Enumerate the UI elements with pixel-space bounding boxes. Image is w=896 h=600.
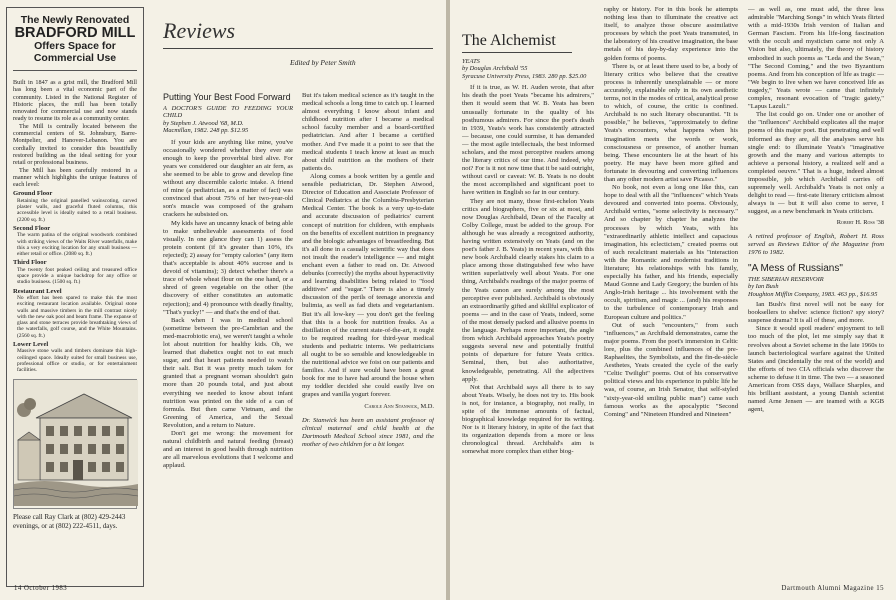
ad-feature-title: Second Floor xyxy=(13,224,51,232)
left-page xyxy=(0,0,446,600)
review-paragraph: raphy or history. For in this book he attempts nothing less than to illuminate the creative act itself, to analyze those obscure assimilative processes by which the poet Yeats transmuted, in the laboratory of his creative imagination, the base metals of his day-by-day experience into the golden forms of poems. xyxy=(604,6,738,62)
ad-headline-1: The Newly Renovated xyxy=(20,14,130,26)
page-footer-right: Dartmouth Alumni Magazine 15 xyxy=(781,585,884,592)
review-author: by Douglas Archibald '55 xyxy=(462,65,528,73)
review-paragraph: Not that Archibald says all there is to say about Yeats. Wisely, he does not try to. His book is not, for instance, a biography, not really, in spite of the immense amounts of factual, biographical knowledge required for its writing. Nor is it literary history, in spite of the fact that its organization depends from a more or less chronological thread. Archibald's aim is somewhat more complex than either biog- xyxy=(462,383,594,456)
reviewer-bio: Dr. Stanwick has been an assistant professor of clinical maternal and child health at the Dartmouth Medical School since 1981, and the mother of two children for a bit longer. xyxy=(302,416,434,448)
review-publisher: Macmillan, 1982. 248 pp. $12.95 xyxy=(163,127,249,135)
review-column-3 xyxy=(748,6,884,584)
review-column-1 xyxy=(163,92,293,582)
review-column-2 xyxy=(604,6,738,586)
review-paragraph: Ian Bush's first novel will not be easy for booksellers to shelve: science fiction? spy story? suspense drama? It is all of these, and more. xyxy=(748,301,884,325)
page-footer-left: 14 October 1983 xyxy=(14,585,68,592)
ad-feature-desc: The twenty foot peaked ceiling and treasured office space provide a unique backdrop for any office or studio business. (1500 sq. ft.) xyxy=(17,266,137,286)
mill-drawing xyxy=(14,380,138,506)
ad-feature-title: Restaurant Level xyxy=(13,287,62,295)
ad-feature-list xyxy=(13,190,137,373)
review-publisher: Syracuse University Press, 1983. 280 pp. $25.00 xyxy=(462,72,587,80)
ad-feature-title: Lower Level xyxy=(13,340,49,348)
review-paragraph: But it's taken medical science as it's taught in the medical schools a long time to catch up. I learned almost everything I know about infant and childhood nutrition after I became a medical school faculty member and a board-certified pediatrician. And after I became a certified mother. And I've made it a point to see that the medical students I teach know at least as much about child nutrition as the mothers of their patients do. xyxy=(302,92,434,172)
review-paragraph: Don't get me wrong: the movement for natural childbirth and natural feeding (breast) and an interest in good health through nutrition are all marvelous evolutions that I welcome and applaud. xyxy=(163,430,293,470)
section-rule xyxy=(163,48,433,49)
ad-feature-desc: No effort has been spared to make this the most exciting restaurant location available. Original stone walls and massive timbers in the mill contrast nicely with the new oak pool and beam frame. The expanse of glass and stone terraces provide breathtaking views of the waterfalls, golf course, and the White Mountains. (2560 sq. ft.) xyxy=(17,294,137,339)
review-author: by Stephen J. Atwood '68, M.D. xyxy=(163,119,244,127)
ad-feature-desc: The warm patina of the original woodwork combined with striking views of the Waits River waterfalls, make this a very exciting location for any small business — either retail or office. (2080 sq. ft.) xyxy=(17,232,137,258)
review-title: Putting Your Best Food Forward xyxy=(163,92,291,102)
review-paragraph: No book, not even a long one like this, can hope to deal with all the "influences" which Yeats devoured and converted into poems. Obviously, Archibald writes, "some selectivity is necessary." And so chapter by chapter he analyzes the processes by which Yeats, with his "extraordinarily athletic intellect and capacious imagination, his eclecticism," created poems out of such recalcitrant materials as his "interaction with the Romantic and modernist traditions in literature; his relationships with his family, especially his father, and his friends, especially Maud Gonne and Lady Gregory; the burden of his Anglo-Irish heritage ... his involvement with the occult, spiritism, and magic ... (and) his responses to the turbulence of contemporary Irish and European culture and politics." xyxy=(604,184,738,321)
ad-divider xyxy=(13,70,137,71)
ad-paragraph: Built in 1847 as a grist mill, the Bradford Mill has long been a vital economic part of the community. Listed in the National Register of Historic places, the mill has been totally renovated for commercial use and now stands ready to resume its role as a community center. xyxy=(13,79,137,123)
review-column-1 xyxy=(462,58,594,586)
review-paragraph: My kids have an uncanny knack of being able to make unbelievable assessments of food visually. In one glance they can 1) assess the protein content (if it's greater than 10%, it's rejected); 2) assay for "empty calories" (any item that's acceptable is about 40% sucrose and is devoid of vitamins); 3) detect whether there's a trace of whole wheat flour on the one hand, or a shred of green vegetable on the other (the discovery of either constitutes an automatic rejection); and 4) pronounce with deadly finality, "That's yucky!" — and that's the end of that. xyxy=(163,219,293,316)
review-publisher: Houghton Mifflin Company, 1983. 463 pp., $16.95 xyxy=(748,290,878,298)
review-book-title: THE SIBERIAN RESERVOIR xyxy=(748,275,824,283)
ad-headline-2: BRADFORD MILL xyxy=(14,25,136,41)
review-paragraph: Back when I was in medical school (sometime between the pre-Cambrian and the med-macrobiotic era), we weren't taught a whole lot about nutrition for healthy kids. Oh, we learned that diabetics ought not to eat much sugar, and that heart patients needed to watch their salt. But it was pretty much taken for granted that a pregnant woman shouldn't gain more than 20 pounds total, and just about everything we needed to know about infant nutrition was printed on the side of a can of formula. But then came Vietnam, and the Greening of America, and the Sexual Revolution, and a return to Nature. xyxy=(163,316,293,429)
review-author: by Ian Bush xyxy=(748,283,779,291)
ad-feature-title: Third Floor xyxy=(13,259,47,267)
edited-by: Edited by Peter Smith xyxy=(290,58,356,67)
review-paragraph: — as well as, one must add, the three less admirable "Marching Songs" in which Yeats flirted with a mid-1930s Irish version of Italian and German Fascism. From his life-long fascination with the occult and mysticism came not only A Vision but also, ultimately, the theory of history embodied in such poems as "Leda and the Swan," "The Second Coming," and the two Byzantium poems. And from his conception of life as tragic — "We begin to live when we have conceived life as tragedy," Yeats wrote — came that infinitely complex, resonant evocation of "tragic gaiety," "Lapus Lazuli." xyxy=(748,6,884,111)
bradford-mill-ad xyxy=(6,7,144,587)
ad-headline-3: Offers Space for Commercial Use xyxy=(33,40,117,64)
review-paragraph: There is, or at least there used to be, a body of literary critics who believe that the creative process is inherently unexplainable — or more accurately, explainable only in its own aesthetic terms, not in the modes of critical, analytical prose to which, of course, the critic is confined. Archibald is no such literary obscurantist. "It is possible," he believes, "approximately to define Yeats's encounters, what happens when his imagination meets the words or work, consciousness or presence, of another human being. These encounters lie at the heart of his poetry. He may have been more gifted and fortunate in devouring and converting influences than any other modern artist save Picasso." xyxy=(604,62,738,183)
review-paragraph: If it is true, as W. H. Auden wrote, that after his death the poet Yeats "became his admirers," then it would seem that W. B. Yeats has been unusually fortunate in the quality of his posthumous admirers. For since the poet's death in 1939, Yeats's work has consistently attracted — because, one could surmise, it has demanded — the most agile intellectuals, the best informed scholars, and the most perceptive readers among the literary critics of our time. And indeed, why not? For is it not now time that it be said outright, without cavil or caveat: W. B. Yeats is no doubt the most accomplished and significant poet to have written in English so far in our century. xyxy=(462,84,594,197)
title-rule xyxy=(462,52,572,53)
ad-paragraph: The Mill has been carefully restored in a manner which highlights the unique features of each level: xyxy=(13,166,137,189)
review-signature: Robert H. Ross '38 xyxy=(836,219,884,227)
mill-illustration xyxy=(13,379,137,509)
review-title: The Alchemist xyxy=(462,32,556,49)
review-paragraph: Since it would spoil readers' enjoyment to tell too much of the plot, let me simply say that it revolves about a Soviet scheme in the late 1960s to launch bacteriological warfare against the United States and (incidentally the rest of the world) and the efforts of two CIA officials who discover the scheme to defuse it in time. The two — a seasoned American from OSS days, Wallace Sharples, and his brilliant assistant, a young Danish scientist named Arne Jensen — are teamed with a KGB agent, xyxy=(748,325,884,414)
review-paragraph: Along comes a book written by a gentle and sensible pediatrician, Dr. Stephen Atwood, Director of Education and Associate Professor of Clinical Pediatrics at the Columbia-Presbyterian Medical Center. The book is a very up-to-date and accurate discussion of pediatrics' current concept of nutrition for children, with emphasis on the benefits of excellent nutrition in pregnancy and the biologic advantages of breastfeeding. But it's all done in a casually scientific way that does not insult the reader's intelligence — and might enchant even a father to read on. Dr. Atwood debunks (correctly) the myths about hyperactivity and learning disabilities being related to "food additives" and "sugar." There is also a timely discussion of the perils of teenage anorexia and bulimia, as well as fad diets and vegetarianism. But it's all low-key — you don't get the feeling that this is a book for nutrition freaks. As a distillation of the current state-of-the-art, it ought to be required reading for third-year medical students and pediatric interns. We pediatricians all ought to be so sensible and knowledgeable in the nutritional advice we foist on our patients and families. And if sure would have been a great book for me to have had around the house when my toddler decided she could easily live on grapes and vanilla yogurt forever. xyxy=(302,172,434,399)
right-page xyxy=(450,0,896,600)
section-title: Reviews xyxy=(163,18,236,43)
review-paragraph: If your kids are anything like mine, you've occasionally wondered whether they ever ate enough to keep the proverbial bird alive. For years we considered our daughter an air fern, as she seemed to be able to grow and develop fine without any discernible caloric intake. A friend of mine (a pediatrician, as a matter of fact) was convinced that about 75% of her two-year-old son's muscle was composed of the graham crackers he subsisted on. xyxy=(163,138,293,219)
reviewer-bio: A retired professor of English, Robert H. Ross served as Reviews Editor of the Magazine from 1976 to 1982. xyxy=(748,232,884,256)
review-book-title: YEATS xyxy=(462,58,480,65)
review-title: "A Mess of Russians" xyxy=(748,262,843,274)
ad-contact: Please call Ray Clark at (802) 429-2443 evenings, or at (802) 222-4511, days. xyxy=(13,513,126,530)
review-paragraph: The list could go on. Under one or another of the "influences" Archibald explicates all the major poems of this major poet. But penetrating and well informed as they are, all the analyses serve his single end: to illuminate Yeats's "imaginative growth and the many and various attempts to achieve a personal history, a realized self and a completed oeuvre." That is a huge, indeed almost impossible, job which Archibald carries off supremely well. Archibald's Yeats is not only a delight to read — first-rate literary criticism almost always is — but it will also come to serve, I suggest, as a new benchmark in Yeats criticism. xyxy=(748,111,884,216)
ad-feature-title: Ground Floor xyxy=(13,190,53,198)
review-book-title: A DOCTOR'S GUIDE TO FEEDING YOUR CHILD xyxy=(163,105,293,120)
ad-feature-desc: Retaining the original panelled wainscoting, carved plaster walls, and graceful fluted columns, this accessible level is ideally suited to a retail business. (2200 sq. ft.) xyxy=(17,197,137,223)
ad-feature-desc: Massive stone walls and timbers dominate this high-ceilinged space. Ideally suited for small business use, professional office or studio, or for entertainment facilities. xyxy=(17,348,137,374)
review-paragraph: They are not many, those first-echelon Yeats critics and biographers, five or six at most, and now Douglas Archibald, Dean of the Faculty at Colby College, must be added to the group. For although he was already a recognized authority, having written extensively on Yeats (and on the poet's father J. B. Yeats) in recent years, with this new book Archibald clearly stakes his claim to a place among those distinguished few who have written superlatively well about Yeats. For one thing, Archibald's readings of the major poems of the Yeats canon are surely among the most perceptive ever published. Archibald is obviously an extraordinarily gifted and skillful explicator of poems — and in the case of Yeats, indeed, some of the most densely packed and allusive poems in the language. Perhaps more important, the angle from which Archibald approaches Yeats's poetry suggests several new and potentially fruitful points of departure for future Yeats critics. Seminal, then, but also authoritative, knowledgeable, penetrating. All the adjectives apply. xyxy=(462,197,594,383)
review-signature: Carole Ann Stanwick, M.D. xyxy=(364,402,434,410)
review-paragraph: Out of such "encounters," from such "influences," as Archibald demonstrates, came the major poems. From the poet's immersion in Celtic lore, plus the combined influences of the pre-Raphaelites, the Symbolists, and the fin-de-siècle Aesthetes, Yeats created the cycle of the early "Celtic Twilight" poems. Out of his conservative political views and his experience in public life he was, of course, an Irish Senator, that self-styled "sixty-year-old smiling public man") came such famous works as the apocalyptic "Second Coming" and "Nineteen Hundred and Nineteen" xyxy=(604,321,738,418)
review-column-2 xyxy=(302,92,434,582)
ad-paragraph: The Mill is centrally located between the commercial centers of St. Johnsbury, Barre-Montpelier, and Hanover-Lebanon. You are cordially invited to consider this beautifully restored building as the ideal setting for your retail or professional business. xyxy=(13,122,137,167)
